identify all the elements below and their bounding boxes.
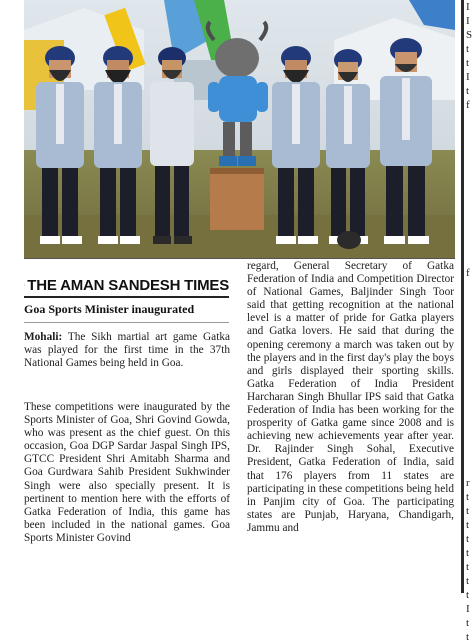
edge-letter bbox=[466, 238, 475, 252]
headline-rule bbox=[24, 322, 229, 323]
edge-letter bbox=[466, 378, 475, 392]
edge-letter bbox=[466, 154, 475, 168]
edge-letter bbox=[466, 252, 475, 266]
column-divider bbox=[461, 0, 464, 593]
edge-letter bbox=[466, 336, 475, 350]
edge-letter bbox=[466, 350, 475, 364]
masthead bbox=[24, 273, 229, 297]
edge-letter: t bbox=[466, 588, 475, 602]
edge-letter bbox=[466, 126, 475, 140]
dateline: Mohali: bbox=[24, 331, 62, 343]
edge-letter: t bbox=[466, 574, 475, 588]
article-paragraph-2 bbox=[24, 401, 230, 545]
edge-letter bbox=[466, 210, 475, 224]
edge-letter bbox=[466, 364, 475, 378]
pen-nib-icon bbox=[24, 275, 25, 295]
edge-letter: I bbox=[466, 14, 475, 28]
edge-letter bbox=[466, 406, 475, 420]
masthead-rule bbox=[24, 296, 229, 298]
paragraph-1-text: The Sikh martial art game Gatka was played for the first time in the 37th National Games being held in Goa. bbox=[24, 331, 230, 369]
group-photo-illustration bbox=[24, 0, 455, 258]
edge-letter: t bbox=[466, 518, 475, 532]
edge-letter: t bbox=[466, 560, 475, 574]
edge-letter bbox=[466, 140, 475, 154]
group-photo bbox=[24, 0, 455, 259]
edge-letter: I bbox=[466, 0, 475, 14]
edge-letter: I bbox=[466, 70, 475, 84]
edge-letter bbox=[466, 168, 475, 182]
edge-letter: t bbox=[466, 532, 475, 546]
article-paragraph-1 bbox=[24, 331, 230, 370]
edge-letter: t bbox=[466, 42, 475, 56]
edge-letter: S bbox=[466, 28, 475, 42]
edge-letter bbox=[466, 322, 475, 336]
edge-letter: t bbox=[466, 84, 475, 98]
edge-letter: f bbox=[466, 266, 475, 280]
edge-letter: f bbox=[466, 98, 475, 112]
edge-letter bbox=[466, 196, 475, 210]
edge-letter: r bbox=[466, 476, 475, 490]
edge-letter bbox=[466, 434, 475, 448]
edge-letter: t bbox=[466, 616, 475, 630]
edge-letter: t bbox=[466, 504, 475, 518]
article-column-2 bbox=[247, 260, 454, 535]
edge-letter: I bbox=[466, 602, 475, 616]
masthead-title: THE AMAN SANDESH TIMES bbox=[27, 277, 229, 294]
edge-letter bbox=[466, 280, 475, 294]
edge-letter bbox=[466, 182, 475, 196]
headline: Goa Sports Minister inaugurated bbox=[24, 302, 229, 317]
edge-letter bbox=[466, 294, 475, 308]
edge-letter: t bbox=[466, 546, 475, 560]
adjacent-column-fragment bbox=[466, 0, 475, 593]
edge-letter bbox=[466, 224, 475, 238]
edge-letter: t bbox=[466, 56, 475, 70]
edge-letter bbox=[466, 308, 475, 322]
edge-letter bbox=[466, 462, 475, 476]
edge-letter bbox=[466, 112, 475, 126]
edge-letter: t bbox=[466, 490, 475, 504]
edge-letter: t bbox=[466, 630, 475, 644]
edge-letter bbox=[466, 448, 475, 462]
paragraph-2-text: These competitions were inaugurated by the Sports Minister of Goa, Shri Govind Gowda, who was present as the chief guest. On this occasion, Goa DGP Sardar Jaspal Singh IPS, GTCC President Shri Amitabh Sharma and Goa Gurdwara Sahib President Sukhwinder Singh were also specially present. It is pertinent to mention here with the efforts of Gatka Federation of India, this game has been included in the national games. Goa Sports Minister Govind bbox=[24, 401, 230, 545]
edge-letter bbox=[466, 392, 475, 406]
column-2-text: regard, General Secretary of Gatka Federation of India and Competition Director of National Games, Baljinder Singh Toor said that getting recognition at the national level is a matter of pride for Gatka players and Gatka lovers. He said that during the opening ceremony a march was taken out by the players and in the first day's play the boys and girls displayed their sporting skills. Gatka Federation of India President Harcharan Singh Bhullar IPS said that Gatka Federation of India has been working for the prosperity of Gatka game since 2008 and is achieving new achievements year after year. Dr. Rajinder Singh Sohal, Executive President, Gatka Federation of India, said that 176 players from 11 states are participating in these competitions being held in Panjim city of Goa. The participating states are Punjab, Haryana, Chandigarh, Jammu and bbox=[247, 260, 454, 535]
edge-letter bbox=[466, 420, 475, 434]
